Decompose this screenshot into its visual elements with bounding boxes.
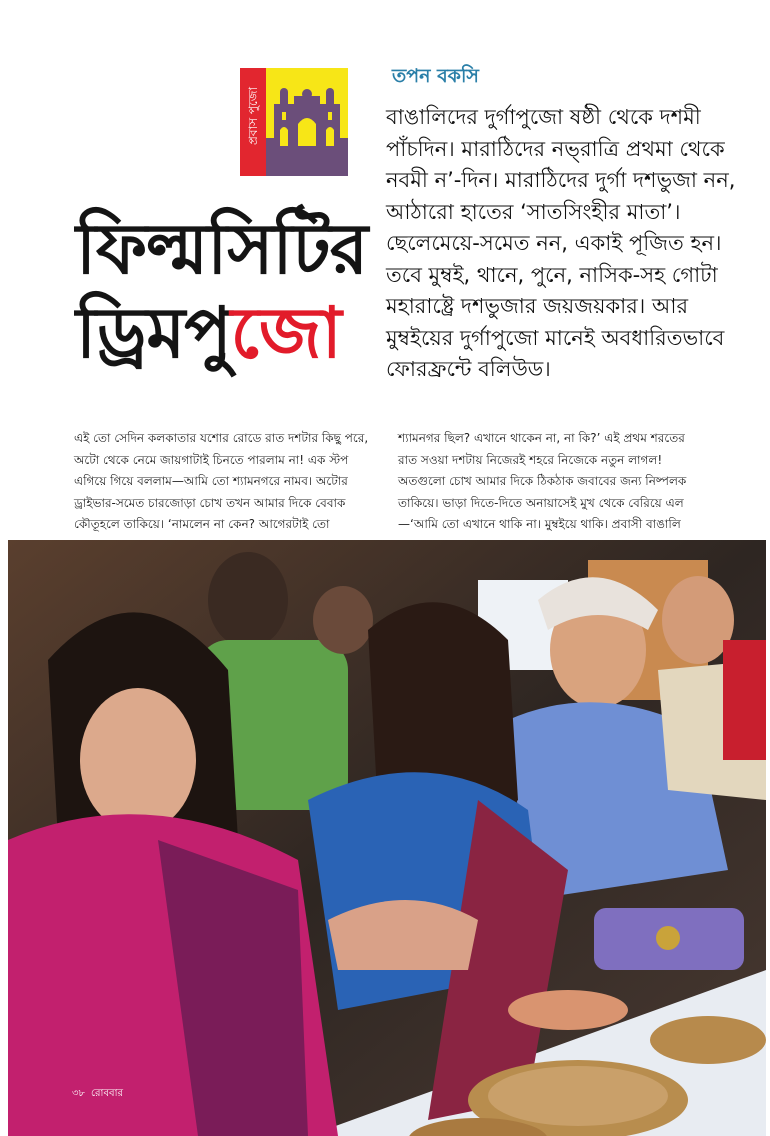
page-folio bbox=[72, 1086, 129, 1103]
photo-illustration bbox=[8, 540, 766, 1136]
headline-part: সিটির bbox=[207, 208, 368, 290]
event-photo bbox=[8, 540, 766, 1136]
body-column-right: শ্যামনগর ছিল? এখানে থাকেন না, না কি?’ এই প্রথম শরতের রাত সওয়া দশটায় নিজেরই শহরে নিজেকে নতুন লাগল! অতগুলো চোখ আমার দিকে ঠিকঠাক জবাবের জন্য নিষ্পলক তাকিয়ে। ভাড়া দিতে-দিতে অনায়াসেই মুখ থেকে বেরিয়ে এল—‘আমি তো এখানে থাকি না। মুম্বইয়ে থাকি। প্রবাসী বাঙালি bbox=[398, 431, 687, 531]
headline-part-red: জো bbox=[230, 292, 341, 374]
headline-line-1 bbox=[76, 208, 368, 290]
body-column-left: এই তো সেদিন কলকাতার যশোর রোডে রাত দশটার কিছু পরে, অটো থেকে নেমে জায়গাটাই চিনতে পারলাম না! এক স্টপ এগিয়ে গিয়ে বললাম—আমি তো শ্যামনগরে নামব। অটোর ড্রাইভার-সমেত চারজোড়া চোখ তখন আমার দিকে বেবাক কৌতূহলে তাকিয়ে। ‘নামলেন না কেন? আগেরটাই তো bbox=[74, 431, 369, 531]
logo-label: প্রবাস পুজো bbox=[246, 86, 260, 146]
page-number: ৩৮ bbox=[72, 1088, 85, 1099]
headline-part: ফিল্ bbox=[76, 208, 208, 290]
gateway-of-india-icon bbox=[270, 84, 344, 146]
intro-paragraph: বাঙালিদের দুর্গাপুজো ষষ্ঠী থেকে দশমী পাঁচদিন। মারাঠিদের নভ্‌রাত্রি প্রথমা থেকে নবমী ন’-দিন। মারাঠিদের দুর্গা দশভুজা নন, আঠারো হাতের ‘সাতসিংহীর মাতা’। ছেলেমেয়ে-সমেত নন, একাই পূজিত হন। তবে মুম্বই, থানে, পুনে, নাসিক-সহ গোটা মহারাষ্ট্রে দশভুজার জয়জয়কার। আর মুম্বইয়ের দুর্গাপুজো মানেই অবধারিতভাবে ফোরফ্রন্টে বলিউড। bbox=[386, 105, 736, 381]
magazine-name: রোববার bbox=[91, 1088, 123, 1099]
headline-line-2 bbox=[76, 292, 341, 374]
headline-part: ড্রিমপু bbox=[76, 292, 231, 374]
author-byline: তপন বকসি bbox=[392, 65, 479, 87]
section-logo bbox=[240, 68, 348, 176]
